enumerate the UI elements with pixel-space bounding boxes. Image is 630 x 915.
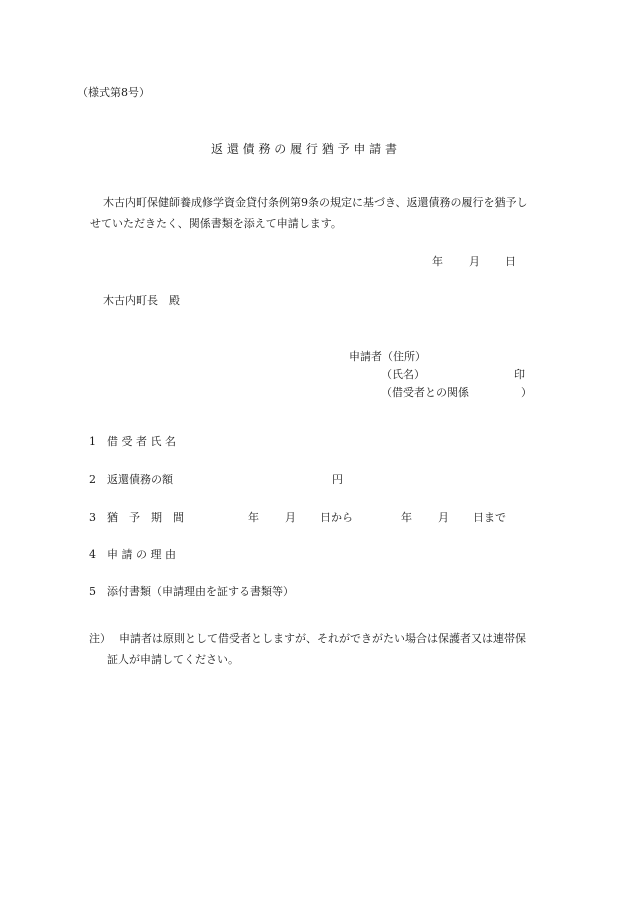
applicant-relation-close: ） [521, 386, 532, 399]
item-number: 3 [89, 511, 96, 524]
period-to-day: 日まで [473, 511, 506, 524]
date-year: 年 [432, 255, 443, 268]
form-number: （様式第8号） [77, 86, 150, 99]
applicant-name-label: （氏名） [381, 368, 425, 381]
period-from-month: 月 [285, 511, 296, 524]
date-month: 月 [469, 255, 480, 268]
item-number: 5 [89, 585, 96, 598]
addressee: 木古内町長 殿 [103, 294, 180, 307]
body-line-1: 木古内町保健師養成修学資金貸付条例第9条の規定に基づき、返還債務の履行を猶予し [103, 196, 528, 209]
item-number: 4 [89, 548, 96, 561]
item-label: 添付書類（申請理由を証する書類等） [107, 585, 294, 598]
period-to-month: 月 [438, 511, 449, 524]
period-from-year: 年 [248, 511, 259, 524]
seal-mark: 印 [514, 368, 525, 381]
applicant-address-label: 申請者（住所） [349, 350, 426, 363]
body-line-2: せていただきたく、関係書類を添えて申請します。 [90, 217, 342, 230]
note-prefix: 注） [89, 632, 111, 645]
item-label: 借 受 者 氏 名 [107, 435, 176, 448]
period-to-year: 年 [401, 511, 412, 524]
item-label: 猶 予 期 間 [107, 511, 184, 524]
note-line-1: 申請者は原則として借受者としますが、それができがたい場合は保護者又は連帯保 [119, 632, 526, 645]
date-day: 日 [505, 255, 516, 268]
yen-unit: 円 [332, 473, 343, 486]
period-from-day: 日から [320, 511, 353, 524]
item-number: 1 [89, 435, 96, 448]
item-label: 申 請 の 理 由 [107, 548, 176, 561]
note-line-2: 証人が申請してください。 [107, 653, 239, 666]
document-title: 返 還 債 務 の 履 行 猶 予 申 請 書 [211, 142, 397, 156]
item-number: 2 [89, 473, 96, 486]
applicant-relation-label: （借受者との関係 [381, 386, 469, 399]
item-label: 返還債務の額 [107, 473, 173, 486]
